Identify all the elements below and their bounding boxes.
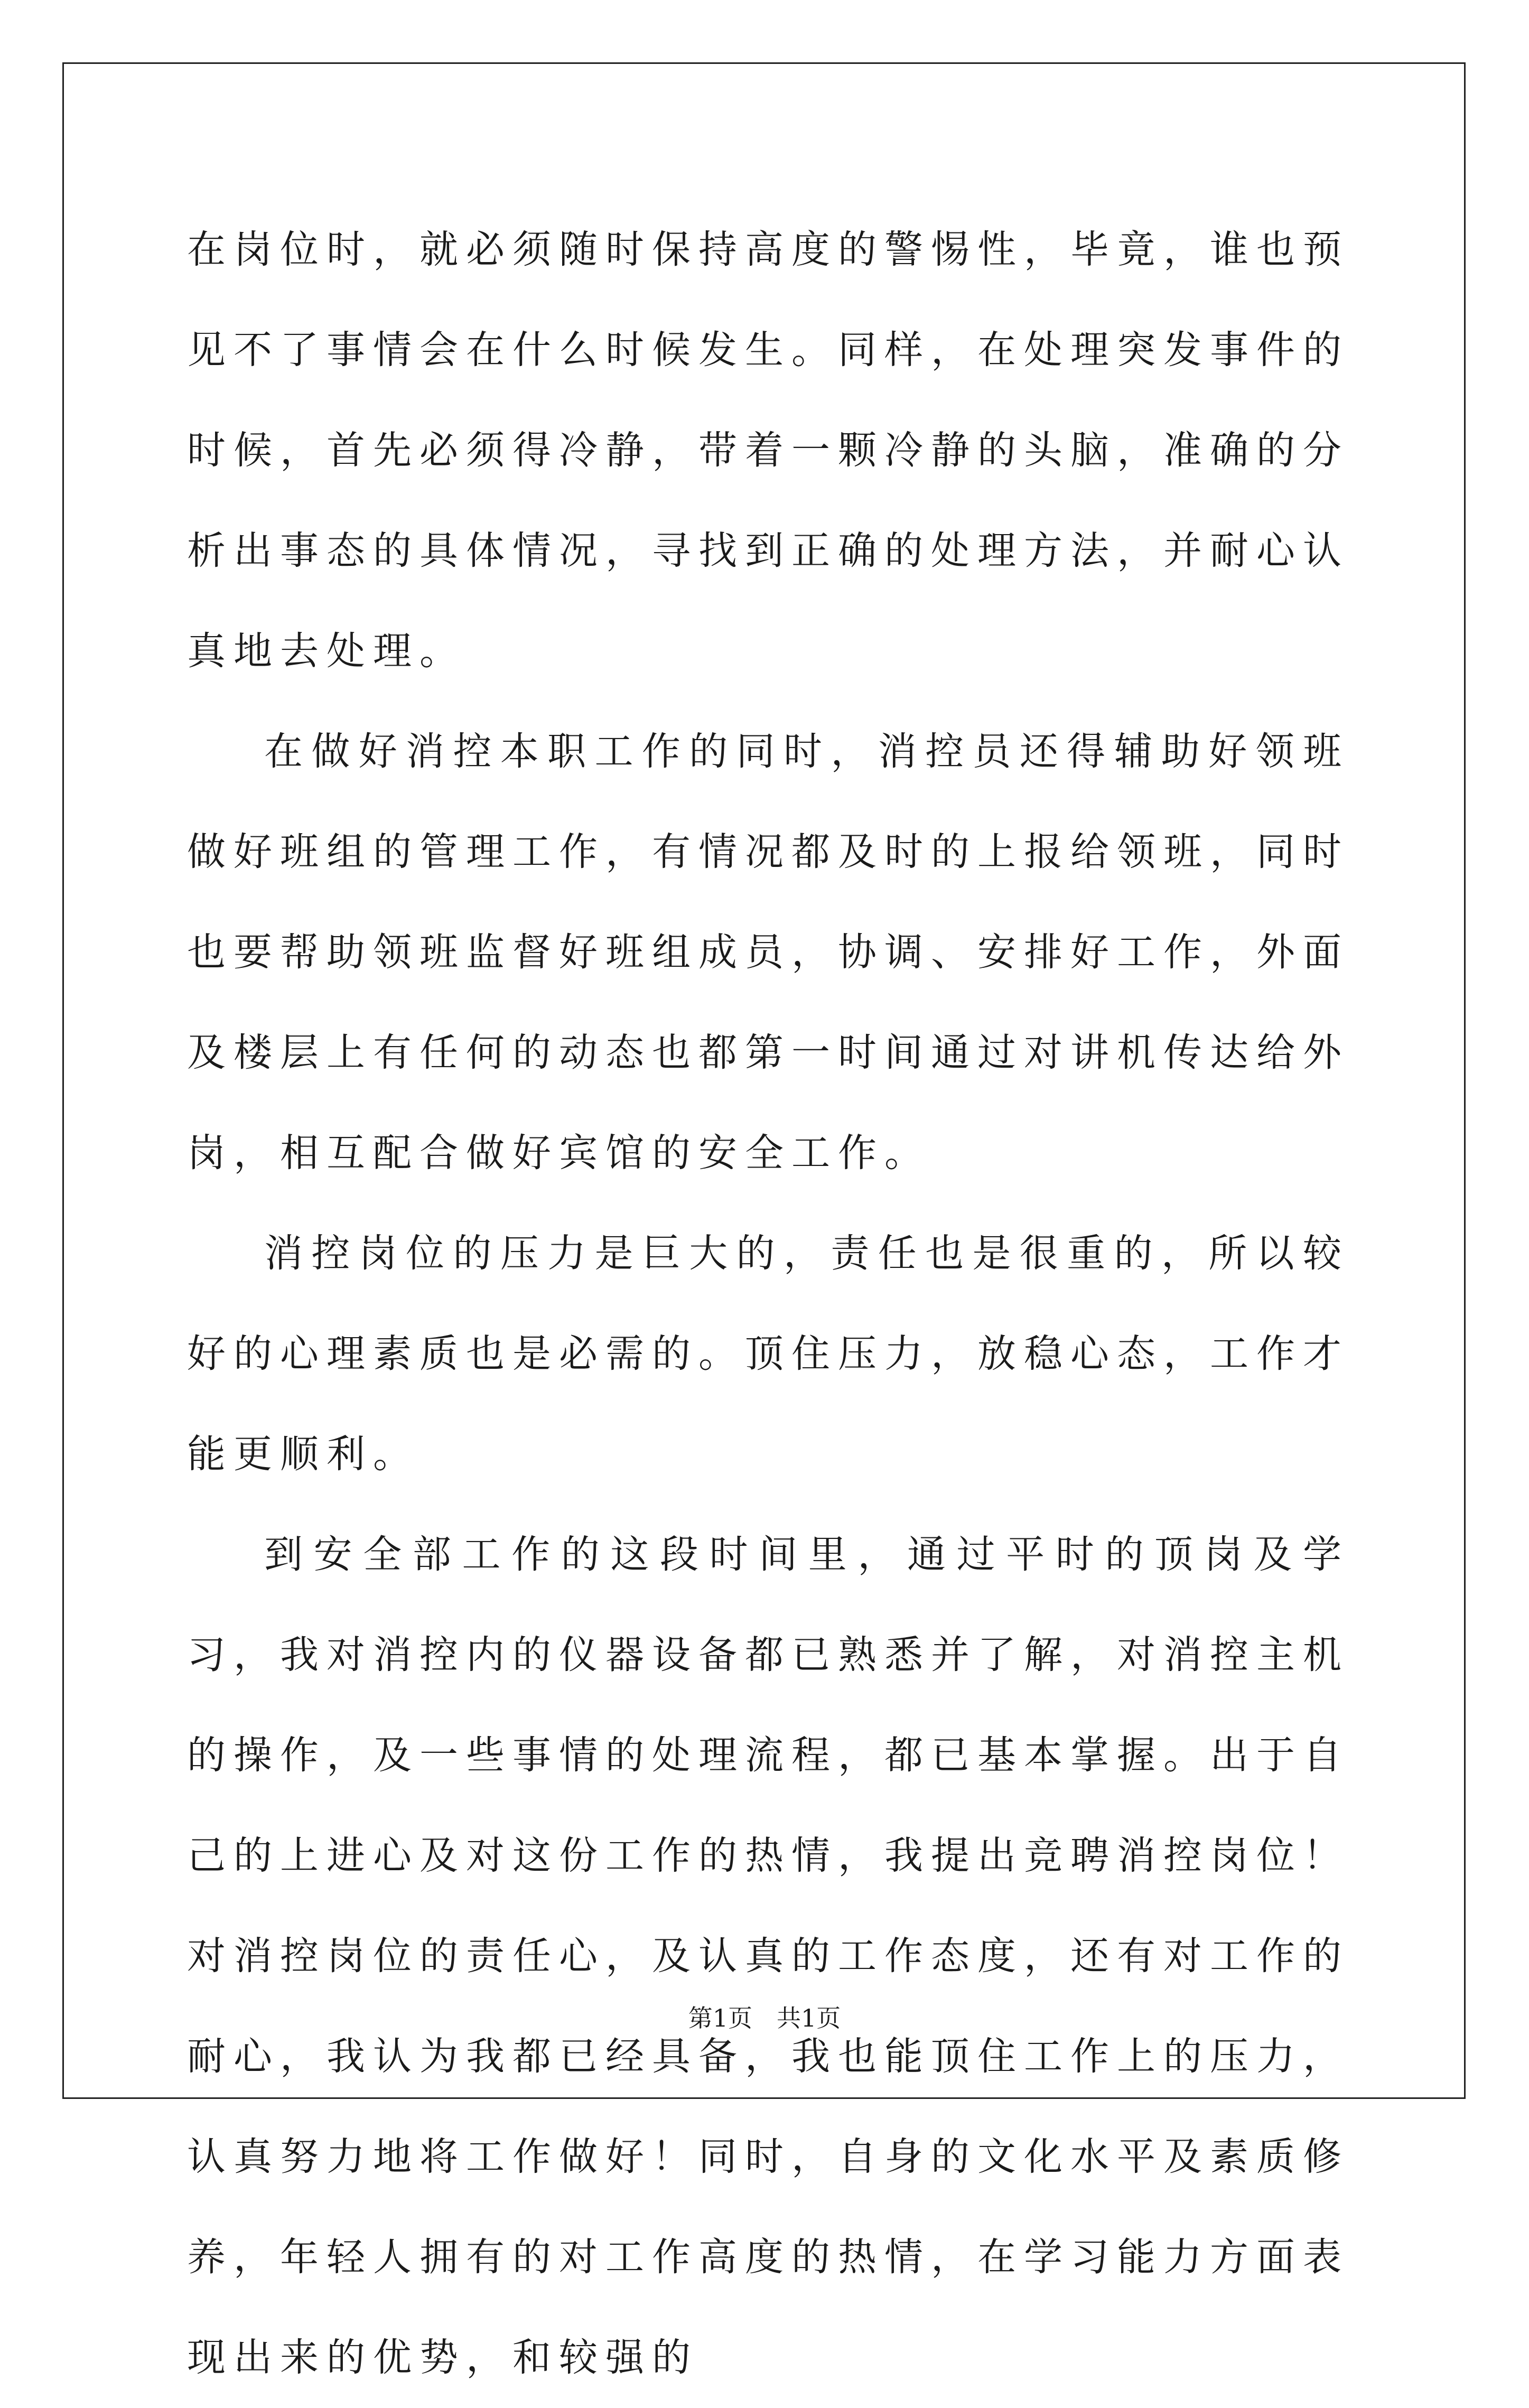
paragraph-3: 消控岗位的压力是巨大的，责任也是很重的，所以较好的心理素质也是必需的。顶住压力，放稳心态，工作才能更顺利。 bbox=[187, 1231, 1349, 1477]
paragraph-1: 在岗位时，就必须随时保持高度的警惕性，毕竟，谁也预见不了事情会在什么时候发生。同样，在处理突发事件的时候，首先必须得冷静，带着一颗冷静的头脑，准确的分析出事态的具体情况，寻找到正确的处理方法，并耐心认真地去处理。 bbox=[187, 227, 1349, 674]
paragraph-2: 在做好消控本职工作的同时，消控员还得辅助好领班做好班组的管理工作，有情况都及时的上报给领班，同时也要帮助领班监督好班组成员，协调、安排好工作，外面及楼层上有任何的动态也都第一时间通过对讲机传达给外岗，相互配合做好宾馆的安全工作。 bbox=[187, 729, 1349, 1175]
page-number-footer: 第1页 共1页 bbox=[688, 2004, 841, 2032]
document-body bbox=[187, 200, 1349, 2408]
paragraph-4: 到安全部工作的这段时间里，通过平时的顶岗及学习，我对消控内的仪器设备都已熟悉并了解，对消控主机的操作，及一些事情的处理流程，都已基本掌握。出于自己的上进心及对这份工作的热情，我提出竞聘消控岗位！对消控岗位的责任心，及认真的工作态度，还有对工作的耐心，我认为我都已经具备，我也能顶住工作上的压力，认真努力地将工作做好！同时，自身的文化水平及素质修养，年轻人拥有的对工作高度的热情，在学习能力方面表现出来的优势，和较强的 bbox=[187, 1532, 1349, 2380]
